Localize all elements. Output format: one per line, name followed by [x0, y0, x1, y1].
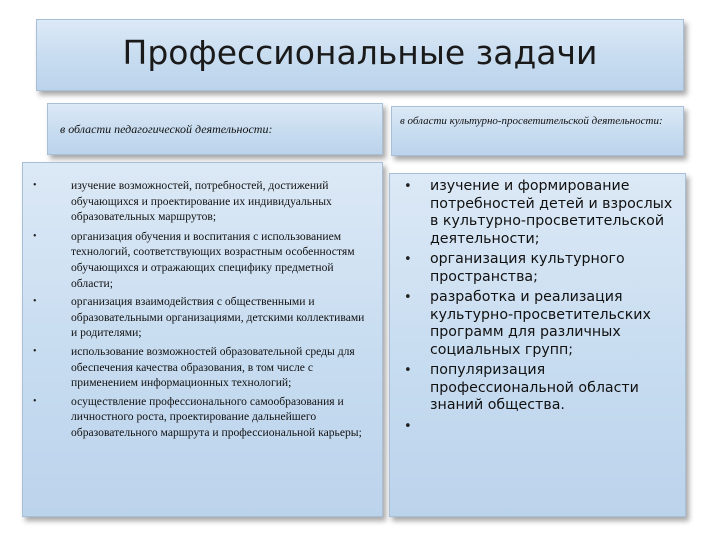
list-item-text: изучение и формирование потребностей детей и взрослых в культурно-просветительской деятельности; [430, 178, 673, 247]
right-task-list [390, 178, 685, 434]
list-item-text: осуществление профессионального самообразования и личностного роста, проектирование дальнейшего образовательного маршрута и профессиональной карьеры; [71, 394, 362, 439]
list-item-text: организация взаимодействия с общественными и образовательными организациями, детскими коллективами и родителями; [71, 295, 365, 340]
list-item [23, 229, 382, 291]
bullet-icon: • [404, 179, 412, 194]
bullet-icon: • [404, 418, 412, 434]
list-item [23, 394, 382, 441]
left-heading-box [47, 103, 383, 155]
right-heading-box [391, 106, 684, 156]
list-item-text: популяризация профессиональной области знаний общества. [430, 362, 639, 413]
left-list-box [22, 162, 383, 517]
right-heading: в области культурно-просветительской деятельности: [400, 115, 663, 127]
list-item [23, 344, 382, 391]
bullet-icon: • [33, 395, 37, 407]
bullet-icon: • [33, 296, 37, 308]
list-item [23, 178, 382, 225]
list-item-text: разработка и реализация культурно-просветительских программ для различных социальных групп; [430, 289, 651, 358]
list-item-text: организация обучения и воспитания с использованием технологий, соответствующих возрастным особенностям обучающихся и отражающих специфику предметной области; [71, 229, 355, 290]
list-item [390, 178, 685, 248]
list-item [390, 362, 685, 415]
list-item-text: использование возможностей образовательной среды для обеспечения качества образования, в том числе с применением информационных технологий; [71, 344, 355, 390]
title-box [36, 19, 684, 91]
list-item [390, 251, 685, 286]
bullet-icon: • [33, 180, 37, 191]
left-heading: в области педагогической деятельности: [60, 122, 273, 136]
bullet-icon: • [404, 290, 412, 305]
bullet-icon: • [404, 363, 412, 378]
list-item [23, 294, 382, 341]
right-list-box [389, 173, 686, 517]
list-item-text: организация культурного пространства; [430, 251, 625, 285]
bullet-icon: • [33, 345, 37, 357]
left-task-list [23, 178, 382, 441]
page-title: Профессиональные задачи [122, 33, 598, 72]
list-item [390, 289, 685, 359]
bullet-icon: • [404, 252, 412, 267]
list-item-text: изучение возможностей, потребностей, достижений обучающихся и проектирование их индивидуальных образовательных маршрутов; [71, 179, 332, 224]
bullet-icon: • [33, 230, 37, 242]
